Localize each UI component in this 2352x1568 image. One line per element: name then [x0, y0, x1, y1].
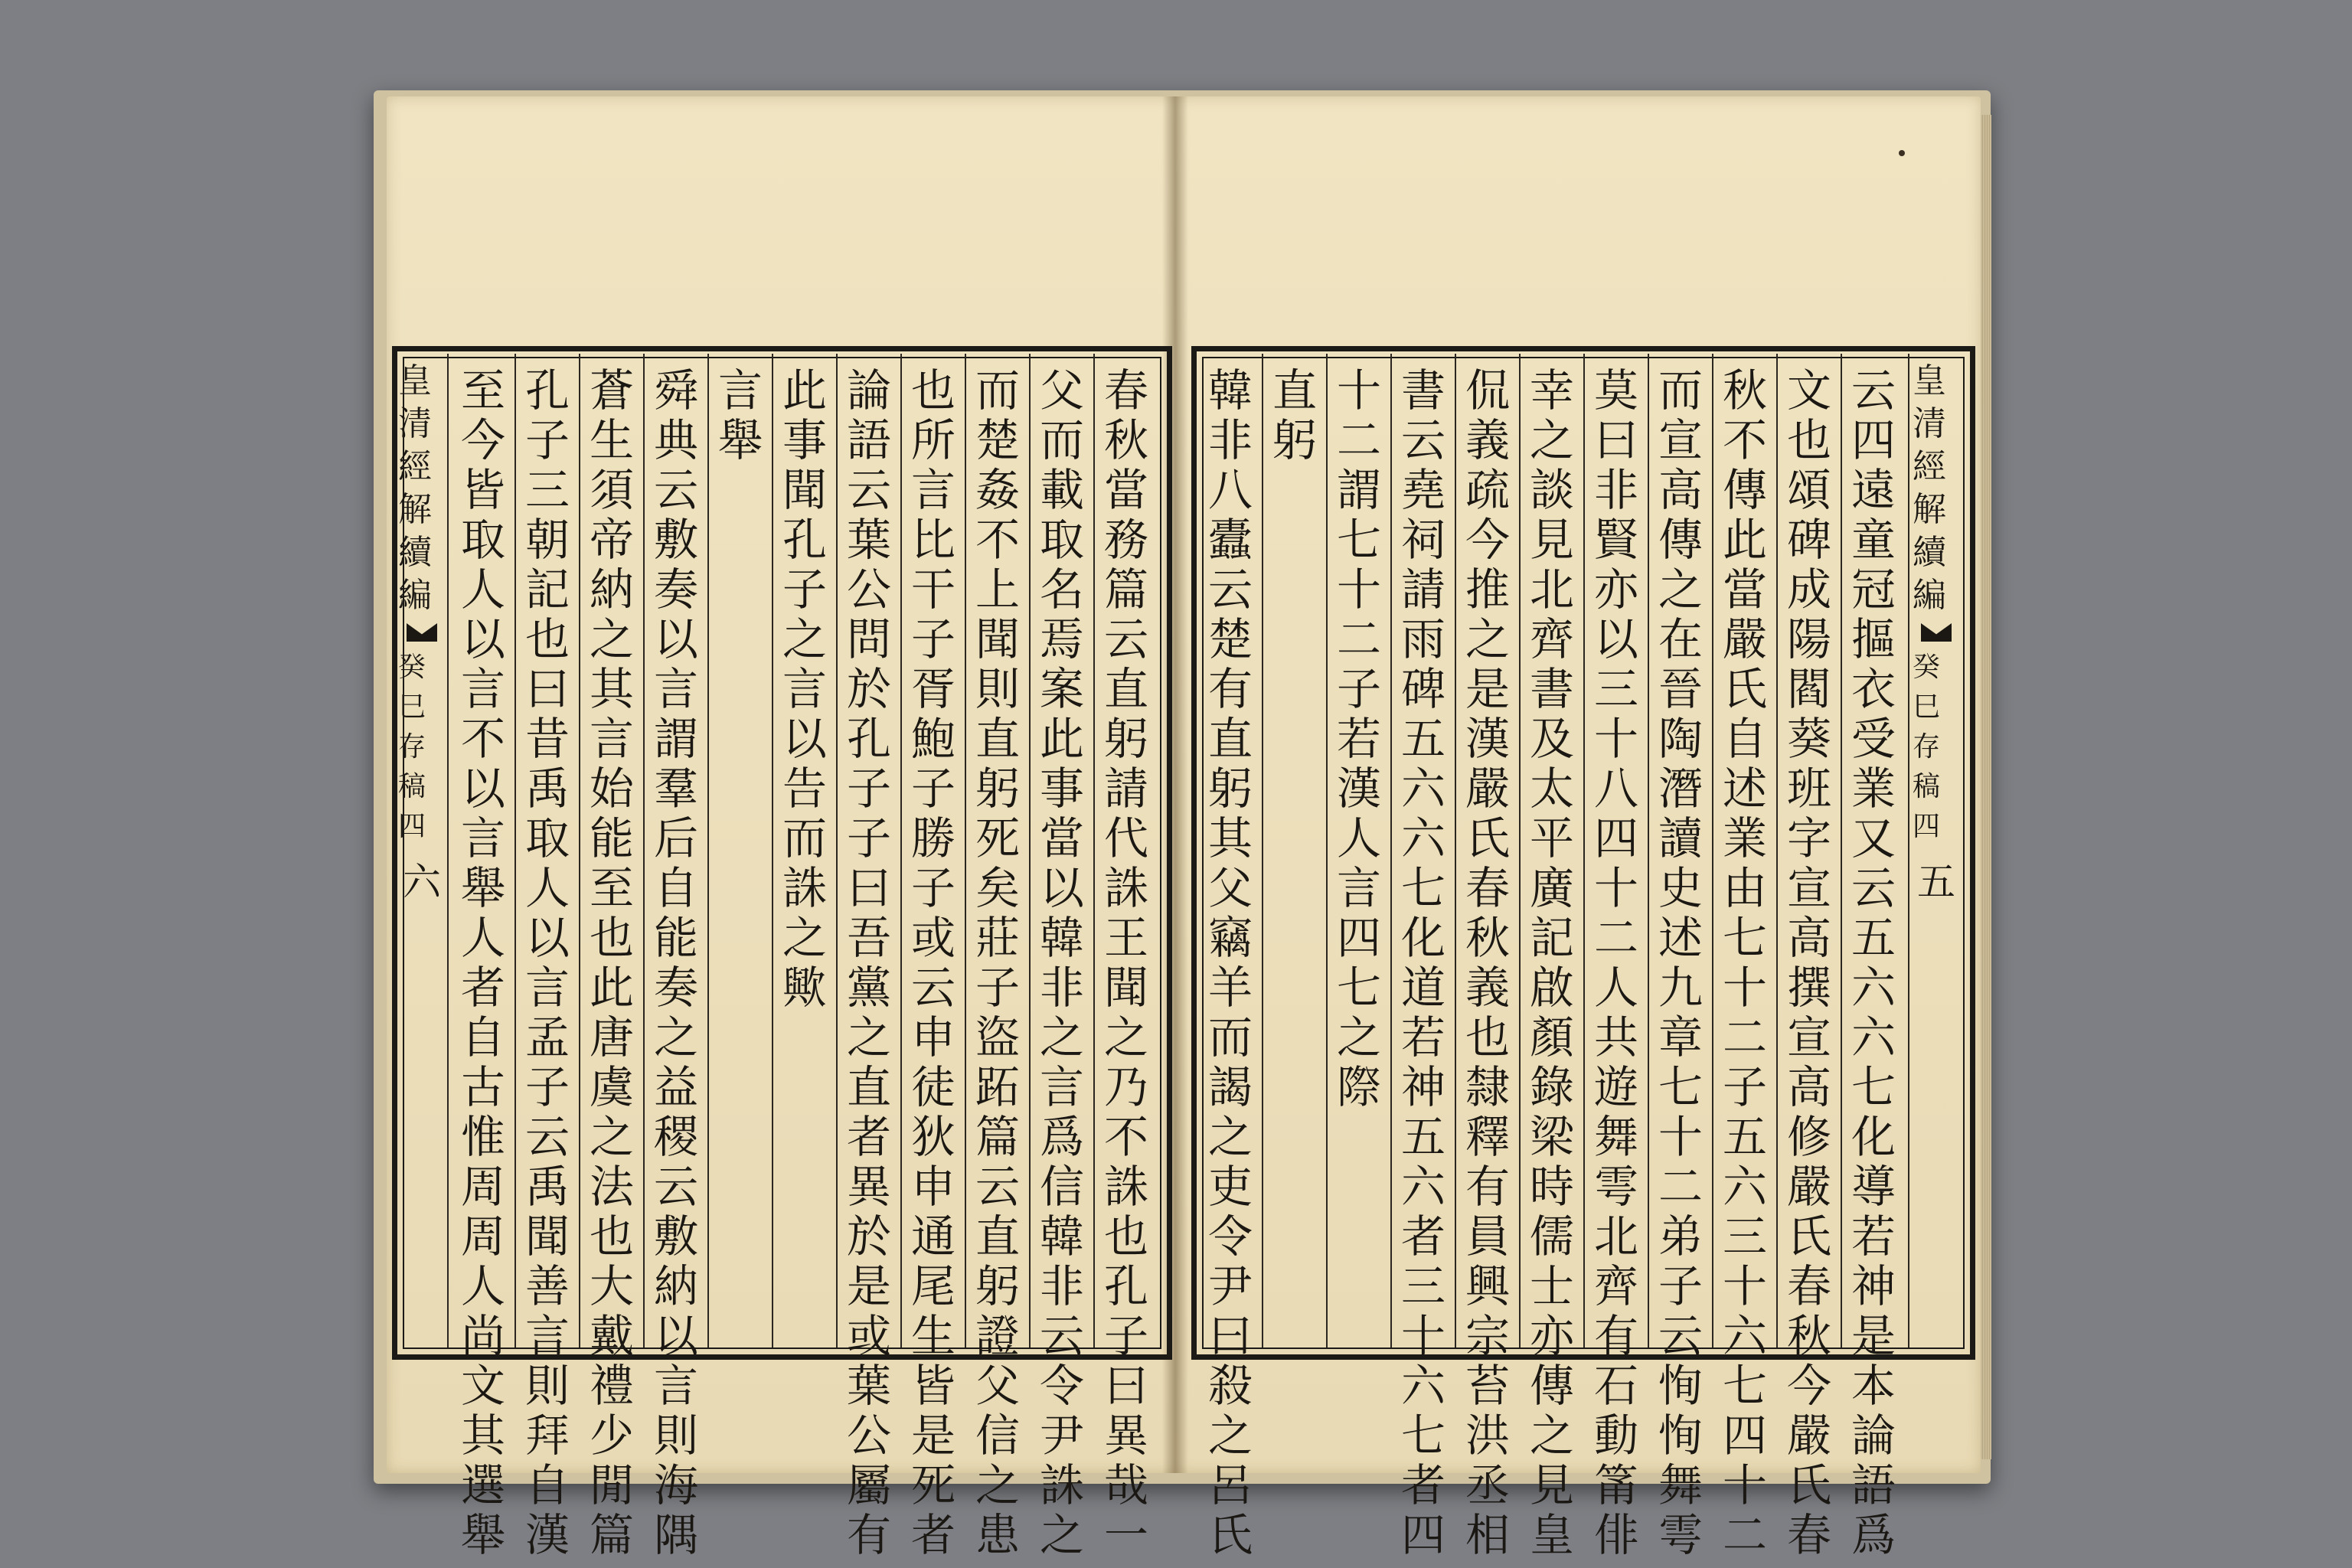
column-rule: [643, 354, 645, 1348]
right-text-column: 十 二 謂 七 十 二 子 若 漢 人 言 四 七 之 際: [1336, 364, 1381, 1113]
left-text-column: 蒼 生 須 帝 納 之 其 言 始 能 至 也 此 唐 虞 之 法 也 大 戴 禮 少 閒 篇: [589, 364, 634, 1561]
right-folio: 五: [1917, 860, 1955, 904]
column-rule: [1648, 354, 1649, 1348]
left-text-column: 父 而 載 取 名 焉 案 此 事 當 以 韓 非 之 言 爲 信 韓 非 云 令 尹 誅 之: [1039, 364, 1084, 1561]
column-rule: [1326, 354, 1328, 1348]
left-folio: 六: [403, 860, 441, 904]
right-text-column: 侃 義 疏 今 推 之 是 漢 嚴 氏 春 秋 義 也 隸 釋 有 員 興 宗 苔 洪 丞 相: [1465, 364, 1510, 1561]
column-rule: [772, 354, 773, 1348]
left-text-column: 此 事 聞 孔 子 之 言 以 告 而 誅 之 歟: [782, 364, 827, 1014]
fish-tail-mark: [407, 623, 437, 642]
left-margin-title: 皇清經解續編: [398, 361, 432, 615]
right-text-column: 文 也 頌 碑 成 陽 閻 葵 班 字 宣 高 撰 宣 高 修 嚴 氏 春 秋 今 嚴 氏 春: [1786, 364, 1831, 1561]
column-rule: [965, 354, 966, 1348]
column-rule: [1841, 354, 1842, 1348]
fish-tail-mark: [1921, 623, 1952, 642]
column-rule: [1583, 354, 1585, 1348]
left-text-column: 言 舉: [717, 364, 763, 466]
left-text-column: 春 秋 當 務 篇 云 直 躬 請 代 誅 王 聞 之 乃 不 誅 也 孔 子 曰 異 哉 一: [1103, 364, 1148, 1561]
ink-spot: [1899, 150, 1905, 156]
left-text-column: 論 語 云 葉 公 問 於 孔 子 子 曰 吾 黨 之 直 者 異 於 是 或 葉 公 屬 有: [846, 364, 891, 1561]
right-text-column: 而 宣 高 傳 之 在 晉 陶 潛 讀 史 述 九 章 七 十 二 弟 子 云 恂 恂 舞 雩: [1658, 364, 1703, 1561]
column-rule: [1908, 354, 1909, 1348]
column-rule: [1776, 354, 1778, 1348]
right-text-column: 秋 不 傳 此 當 嚴 氏 自 述 業 由 七 十 二 子 五 六 三 十 六 七 四 十 二: [1722, 364, 1767, 1561]
column-rule: [1390, 354, 1392, 1348]
right-margin-strip: [1913, 360, 1960, 1340]
column-rule: [900, 354, 902, 1348]
right-margin-title: 皇清經解續編: [1913, 361, 1946, 615]
right-margin-subtitle: 癸巳存稿四: [1913, 652, 1941, 842]
column-rule: [707, 354, 709, 1348]
left-margin-subtitle: 癸巳存稿四: [398, 652, 426, 842]
page-edges: [1981, 115, 1991, 1459]
left-text-column: 也 所 言 比 干 子 胥 鮑 子 勝 子 或 云 申 徒 狄 申 通 尾 生 皆 是 死 者: [910, 364, 956, 1561]
right-text-column: 書 云 堯 祠 請 雨 碑 五 六 六 七 化 道 若 神 五 六 者 三 十 六 七 者 四: [1400, 364, 1446, 1561]
column-rule: [1093, 354, 1095, 1348]
column-rule: [1712, 354, 1713, 1348]
left-margin-strip: [398, 360, 446, 1340]
column-rule: [514, 354, 516, 1348]
column-rule: [836, 354, 838, 1348]
column-rule: [1519, 354, 1521, 1348]
left-text-column: 至 今 皆 取 人 以 言 不 以 言 舉 人 者 自 古 惟 周 周 人 尚 文 其 選 舉: [460, 364, 505, 1561]
column-rule: [1455, 354, 1456, 1348]
left-text-column: 而 楚 姦 不 上 聞 則 直 躬 死 矣 莊 子 盜 跖 篇 云 直 躬 證 父 信 之 患: [975, 364, 1020, 1561]
right-text-column: 直 躬: [1272, 364, 1317, 466]
column-rule: [447, 354, 449, 1348]
right-text-column: 云 四 遠 童 冠 摳 衣 受 業 又 云 五 六 六 七 化 導 若 神 是 本 論 語 爲: [1851, 364, 1896, 1561]
right-text-column: 幸 之 談 見 北 齊 書 及 太 平 廣 記 啟 顏 錄 梁 時 儒 士 亦 傳 之 見 皇: [1529, 364, 1574, 1561]
left-text-column: 舜 典 云 敷 奏 以 言 謂 羣 后 自 能 奏 之 益 稷 云 敷 納 以 言 則 海 隅: [653, 364, 698, 1561]
column-rule: [1262, 354, 1263, 1348]
column-rule: [1029, 354, 1031, 1348]
right-text-column: 韓 非 八 蠹 云 楚 有 直 躬 其 父 竊 羊 而 謁 之 吏 令 尹 曰 殺 之 呂 氏: [1207, 364, 1253, 1561]
left-text-column: 孔 子 三 朝 記 也 曰 昔 禹 取 人 以 言 孟 子 云 禹 聞 善 言 則 拜 自 漢: [524, 364, 570, 1561]
column-rule: [579, 354, 580, 1348]
right-text-column: 莫 曰 非 賢 亦 以 三 十 八 四 十 二 人 共 遊 舞 雩 北 齊 有 石 動 筩 俳: [1593, 364, 1638, 1561]
